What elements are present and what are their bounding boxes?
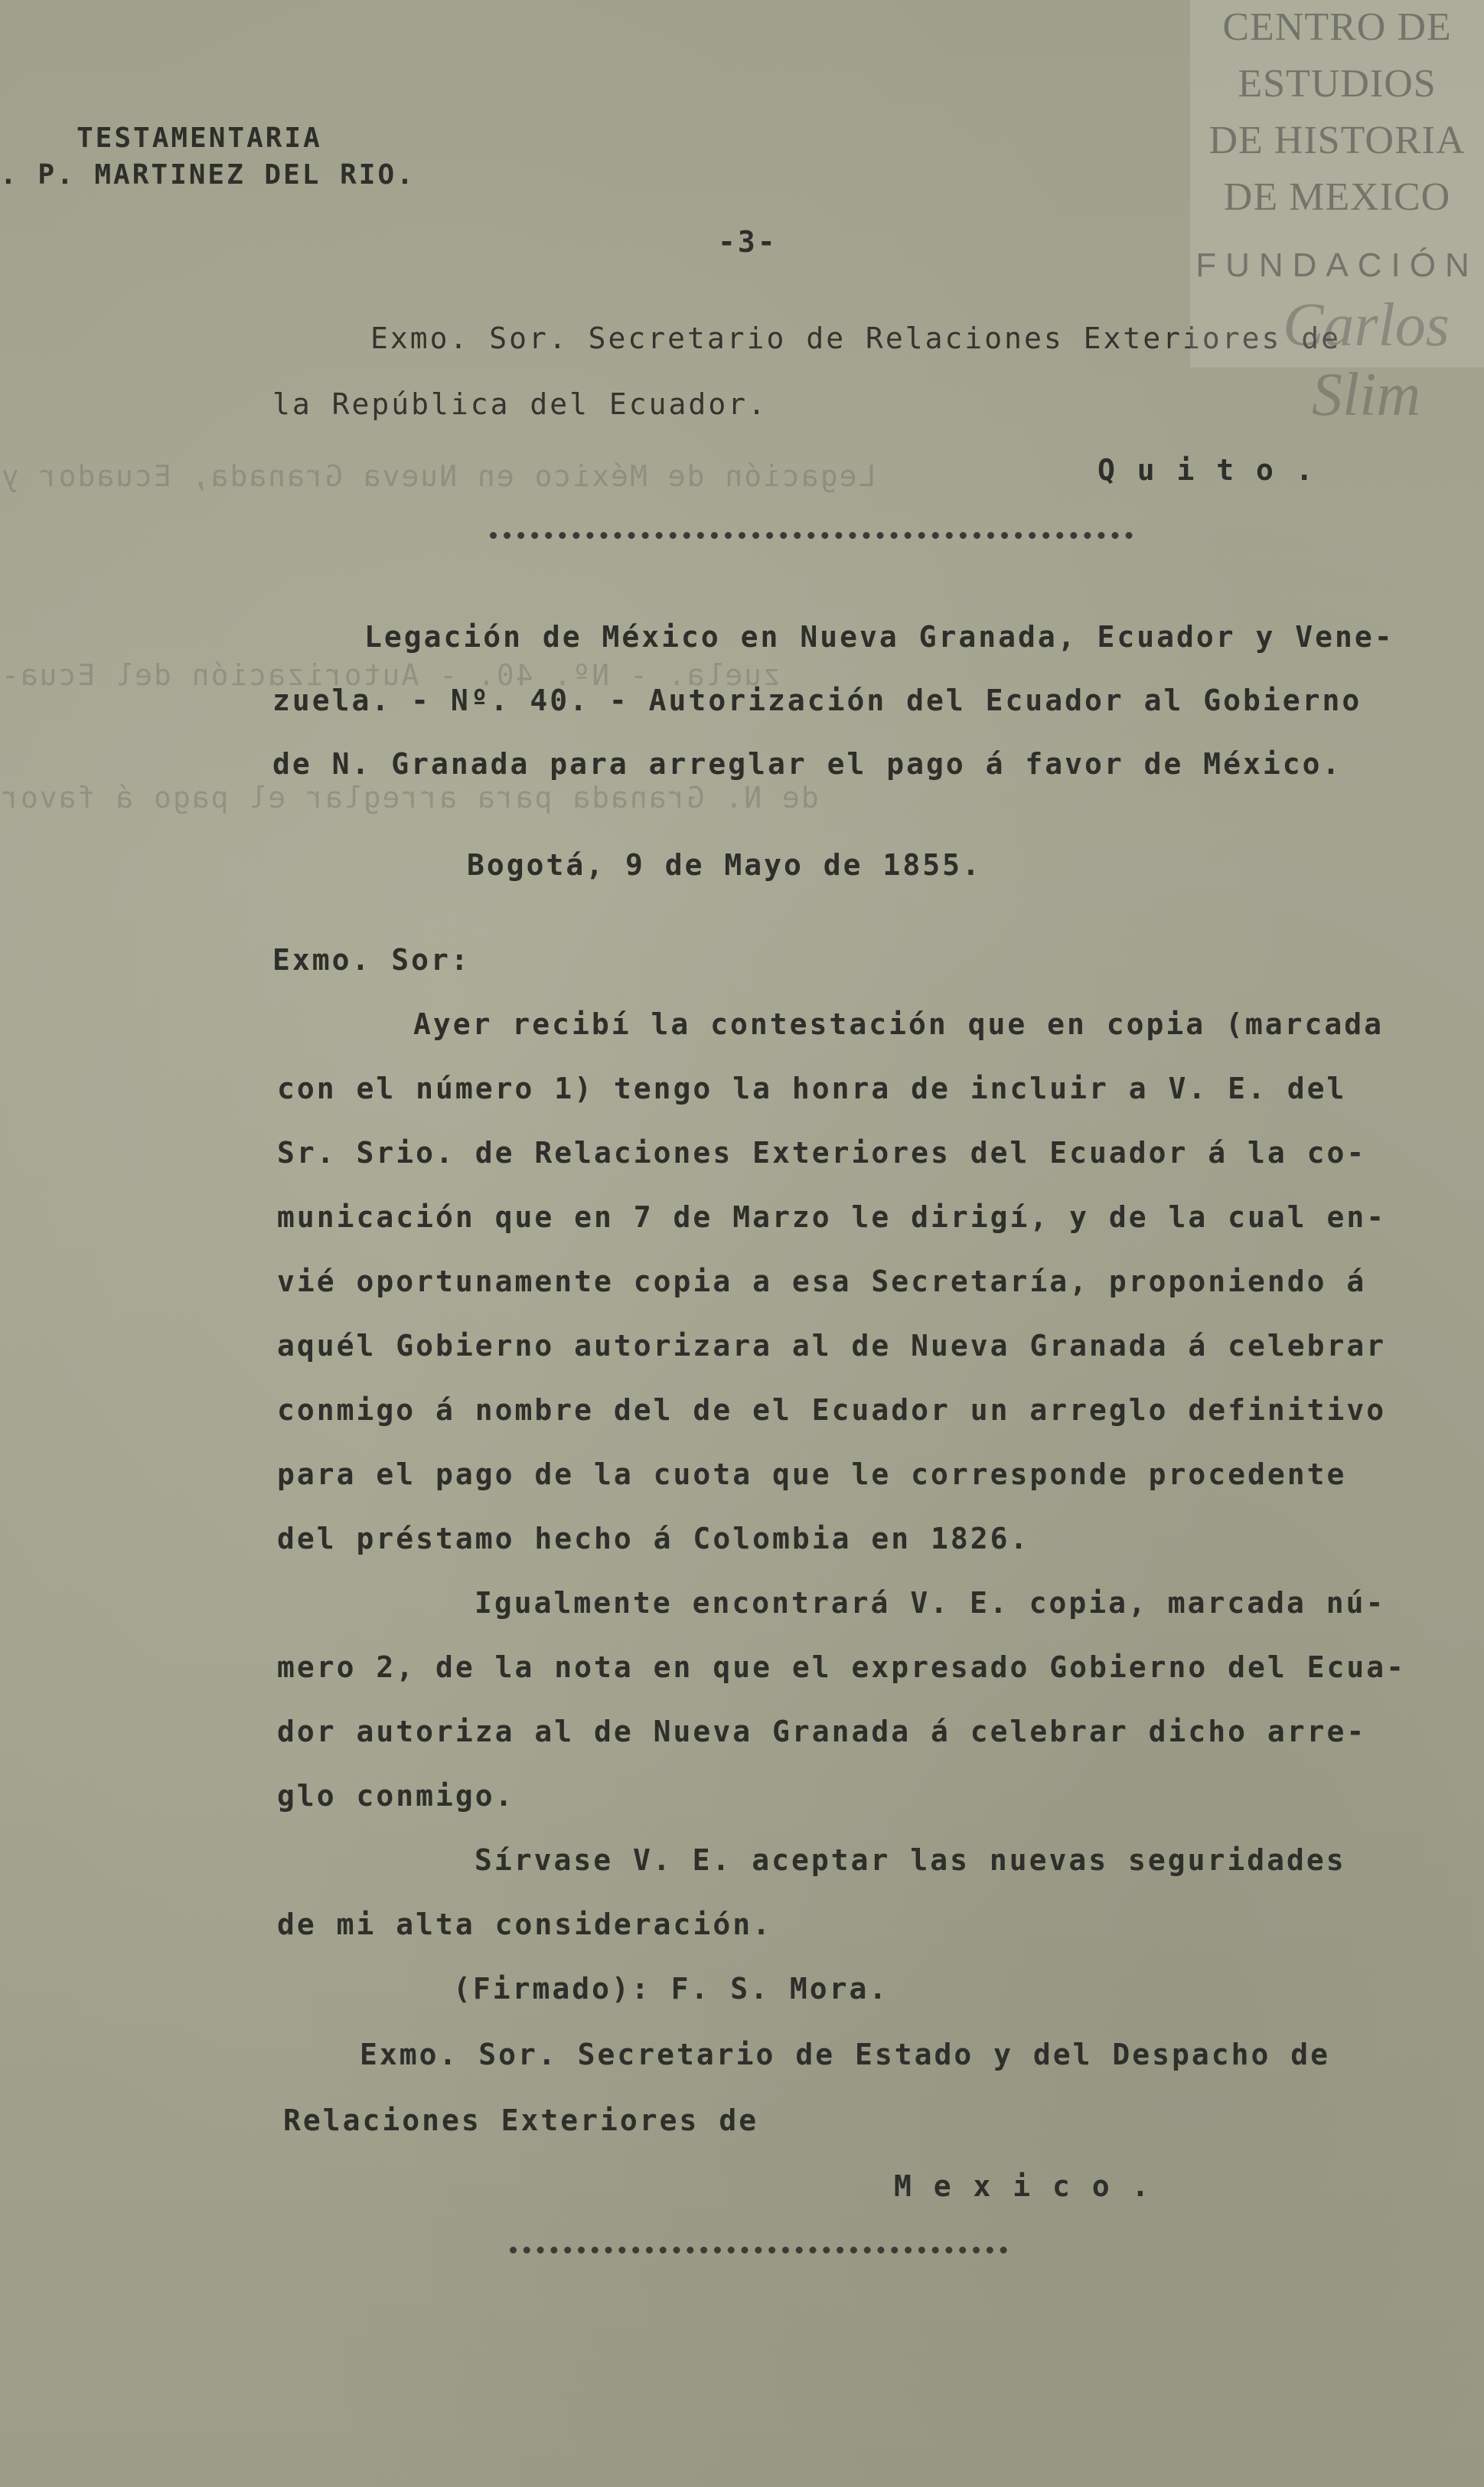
address-city: Q u i t o . — [1098, 453, 1316, 487]
recipient-country: M e x i c o . — [894, 2169, 1152, 2203]
signature: (Firmado): F. S. Mora. — [453, 1972, 889, 2006]
body-line: Sr. Srio. de Relaciones Exteriores del Ecuador á la co- — [277, 1136, 1367, 1170]
watermark-line: FUNDACIÓN — [1195, 246, 1479, 284]
separator-rule — [490, 532, 1133, 539]
address-line-2: la República del Ecuador. — [272, 387, 768, 421]
body-line: conmigo á nombre del de el Ecuador un arreglo definitivo — [277, 1393, 1387, 1427]
watermark-signature: Carlos Slim — [1283, 292, 1450, 429]
body-line: con el número 1) tengo la honra de incluir a V. E. del — [277, 1072, 1347, 1105]
body-line: vié oportunamente copia a esa Secretaría, proponiendo á — [277, 1265, 1367, 1298]
header-estate-name: . P. MARTINEZ DEL RIO. — [0, 159, 416, 191]
watermark-line: DE MEXICO — [1223, 175, 1451, 219]
address-line-1: Exmo. Sor. Secretario de Relaciones Exteriores de — [370, 321, 1342, 355]
subject-line-3: de N. Granada para arreglar el pago á favor de México. — [272, 747, 1342, 781]
body-line: mero 2, de la nota en que el expresado Gobierno del Ecua- — [277, 1650, 1407, 1684]
bleed-through-text: zuela. - Nº. 40. - Autorización del Ecua- — [0, 658, 781, 692]
recipient-line-2: Relaciones Exteriores de — [283, 2104, 759, 2137]
letter-date: Bogotá, 9 de Mayo de 1855. — [467, 848, 982, 882]
watermark-line: ESTUDIOS — [1238, 62, 1437, 106]
page-number: -3- — [718, 225, 778, 259]
body-line: municación que en 7 de Marzo le dirigí, y de la cual en- — [277, 1200, 1387, 1234]
watermark-line: CENTRO DE — [1222, 5, 1452, 49]
body-line: Igualmente encontrará V. E. copia, marcada nú- — [475, 1586, 1386, 1620]
watermark-line: DE HISTORIA — [1208, 119, 1466, 162]
subject-line-1: Legación de México en Nueva Granada, Ecuador y Vene- — [364, 620, 1394, 654]
body-line: Ayer recibí la contestación que en copia (marcada — [413, 1007, 1385, 1041]
body-line: de mi alta consideración. — [277, 1908, 772, 1941]
closing-rule — [510, 2247, 1007, 2254]
recipient-line-1: Exmo. Sor. Secretario de Estado y del Despacho de — [360, 2038, 1331, 2071]
body-line: del préstamo hecho á Colombia en 1826. — [277, 1522, 1030, 1555]
body-line: Sírvase V. E. aceptar las nuevas seguridades — [475, 1843, 1346, 1877]
archive-watermark — [1190, 0, 1484, 429]
bleed-through-text: Legación de México en Nueva Granada, Ecuador y — [0, 459, 876, 493]
body-line: glo conmigo. — [277, 1779, 515, 1813]
body-line: para el pago de la cuota que le corresponde procedente — [277, 1457, 1347, 1491]
body-line: aquél Gobierno autorizara al de Nueva Granada á celebrar — [277, 1329, 1387, 1363]
body-line: dor autoriza al de Nueva Granada á celebrar dicho arre- — [277, 1715, 1367, 1748]
subject-line-2: zuela. - Nº. 40. - Autorización del Ecuador al Gobierno — [272, 684, 1362, 717]
header-testamentaria: TESTAMENTARIA — [77, 122, 322, 154]
salutation: Exmo. Sor: — [272, 943, 471, 977]
bleed-through-text: de N. Granada para arreglar el pago á favor — [0, 781, 819, 814]
